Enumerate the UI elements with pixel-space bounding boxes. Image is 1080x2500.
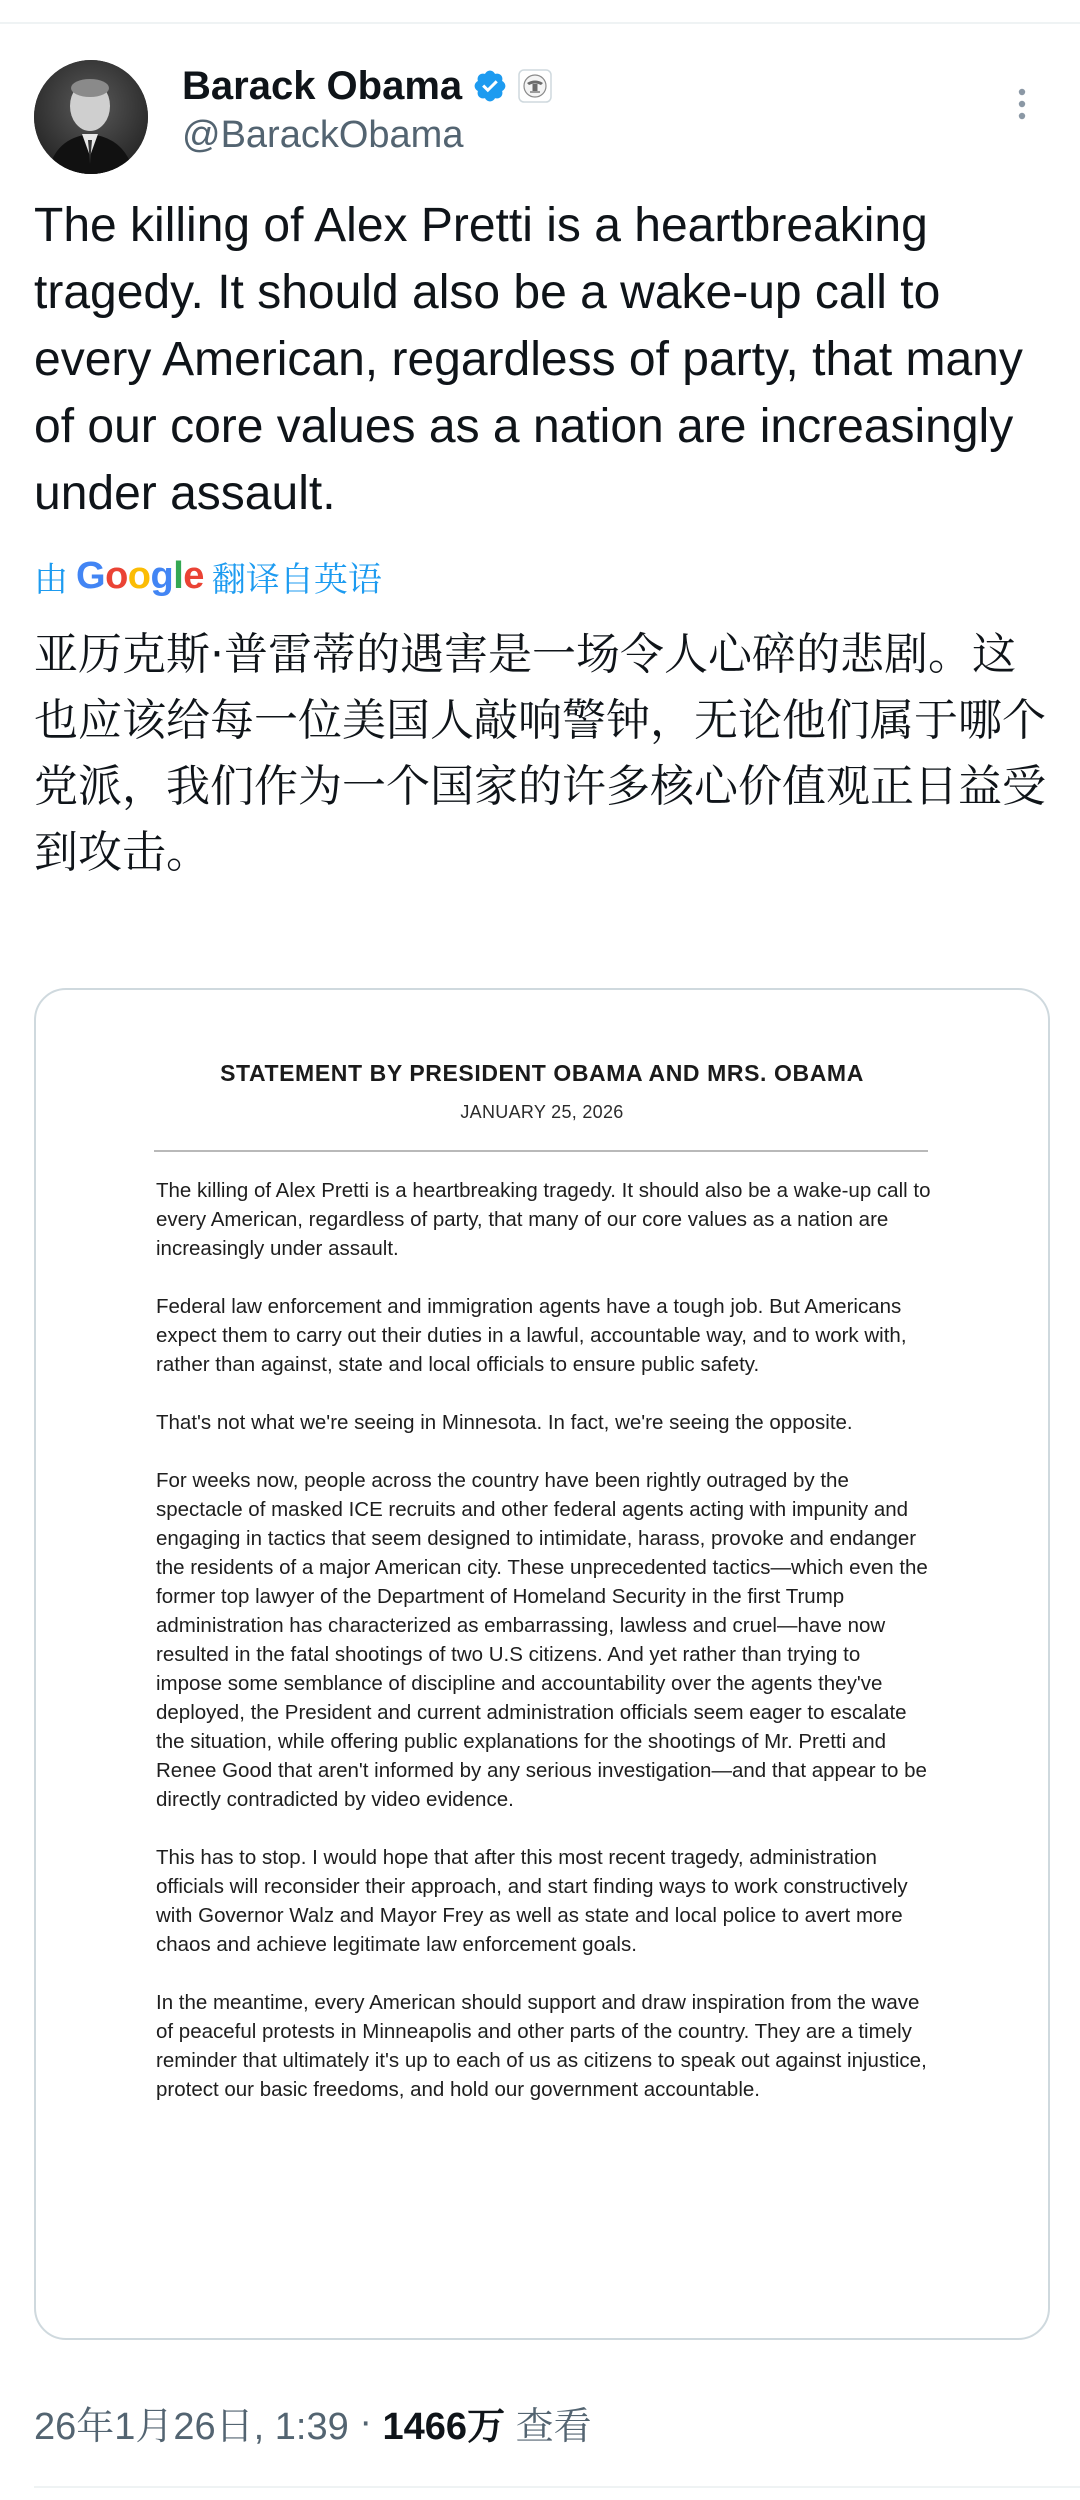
- bottom-divider: [34, 2486, 1080, 2488]
- view-count: 1466万: [382, 2405, 506, 2448]
- statement-title: STATEMENT BY PRESIDENT OBAMA AND MRS. OBAMA: [220, 1060, 864, 1086]
- translate-prefix: 由: [34, 560, 68, 599]
- google-logo: Google: [76, 554, 204, 597]
- statement-image-card[interactable]: [34, 988, 1050, 2340]
- author-name[interactable]: Barack Obama: [182, 63, 463, 108]
- avatar[interactable]: [34, 60, 148, 174]
- avatar-photo: [34, 60, 148, 174]
- tweet-text: The killing of Alex Pretti is a heartbreaking tragedy. It should also be a wake-up call to every American, regardless of party, that many of our core values as a nation are increasingly under assault.: [34, 199, 1023, 520]
- statement-paragraph: That's not what we're seeing in Minnesota. In fact, we're seeing the opposite.: [156, 1411, 853, 1434]
- statement-paragraph: Federal law enforcement and immigration agents have a tough job. But Americans expect them to carry out their duties in a lawful, accountable way, and to work with, rather than against, state and local officials to ensure public safety.: [156, 1295, 907, 1376]
- author-name-row: [182, 60, 552, 112]
- tweet-meta: [34, 2392, 592, 2452]
- author-handle[interactable]: @BarackObama: [182, 114, 464, 156]
- timestamp[interactable]: 26年1月26日, 1:39: [34, 2405, 349, 2448]
- translate-suffix: 翻译自英语: [211, 560, 382, 599]
- more-options-icon[interactable]: [1002, 80, 1042, 130]
- statement-paragraph: The killing of Alex Pretti is a heartbreaking tragedy. It should also be a wake-up call to every American, regardless of party, that many of our core values as a nation are increasingly under assault.: [156, 1179, 931, 1260]
- meta-separator: ·: [359, 2400, 372, 2443]
- statement-divider: [154, 1150, 928, 1152]
- statement-paragraph: In the meantime, every American should support and draw inspiration from the wave of peaceful protests in Minneapolis and other parts of the country. They are a timely reminder that ultimately it's up to each of us as citizens to speak out against injustice, protect our basic freedoms, and hold our government accountable.: [156, 1991, 927, 2101]
- statement-date: JANUARY 25, 2026: [460, 1102, 624, 1122]
- statement-paragraph: This has to stop. I would hope that after this most recent tragedy, administration officials will reconsider their approach, and start finding ways to work constructively with Governor Walz and Mayor Frey as well as state and local police to avert more chaos and achieve legitimate law enforcement goals.: [156, 1846, 908, 1956]
- view-label: 查看: [515, 2405, 592, 2448]
- translated-text: 亚历克斯·普雷蒂的遇害是一场令人心碎的悲剧。这也应该给每一位美国人敲响警钟，无论他们属于哪个党派，我们作为一个国家的许多核心价值观正日益受到攻击。: [34, 629, 1046, 878]
- verified-badge-icon[interactable]: [472, 68, 508, 104]
- top-divider: [0, 22, 1080, 24]
- translation-link[interactable]: [34, 551, 382, 601]
- statement-paragraph: For weeks now, people across the country have been rightly outraged by the spectacle of masked ICE recruits and other federal agents acting with impunity and engaging in tactics that seem designed to intimidate, harass, provoke and endanger the residents of a major American city. These unprecedented tactics—which even the former top lawyer of the Department of Homeland Security in the first Trump administration has characterized as embarrassing, lawless and cruel—have now resulted in the fatal shootings of two U.S citizens. And yet rather than trying to impose some semblance of discipline and accountability over the agents they've deployed, the President and current administration officials seem eager to escalate the situation, while offering public explanations for the shootings of Mr. Pretti and Renee Good that aren't informed by any serious investigation—and that appear to be directly contradicted by video evidence.: [156, 1469, 928, 1811]
- seal-icon[interactable]: [518, 69, 552, 103]
- statement-body: [156, 1176, 931, 2133]
